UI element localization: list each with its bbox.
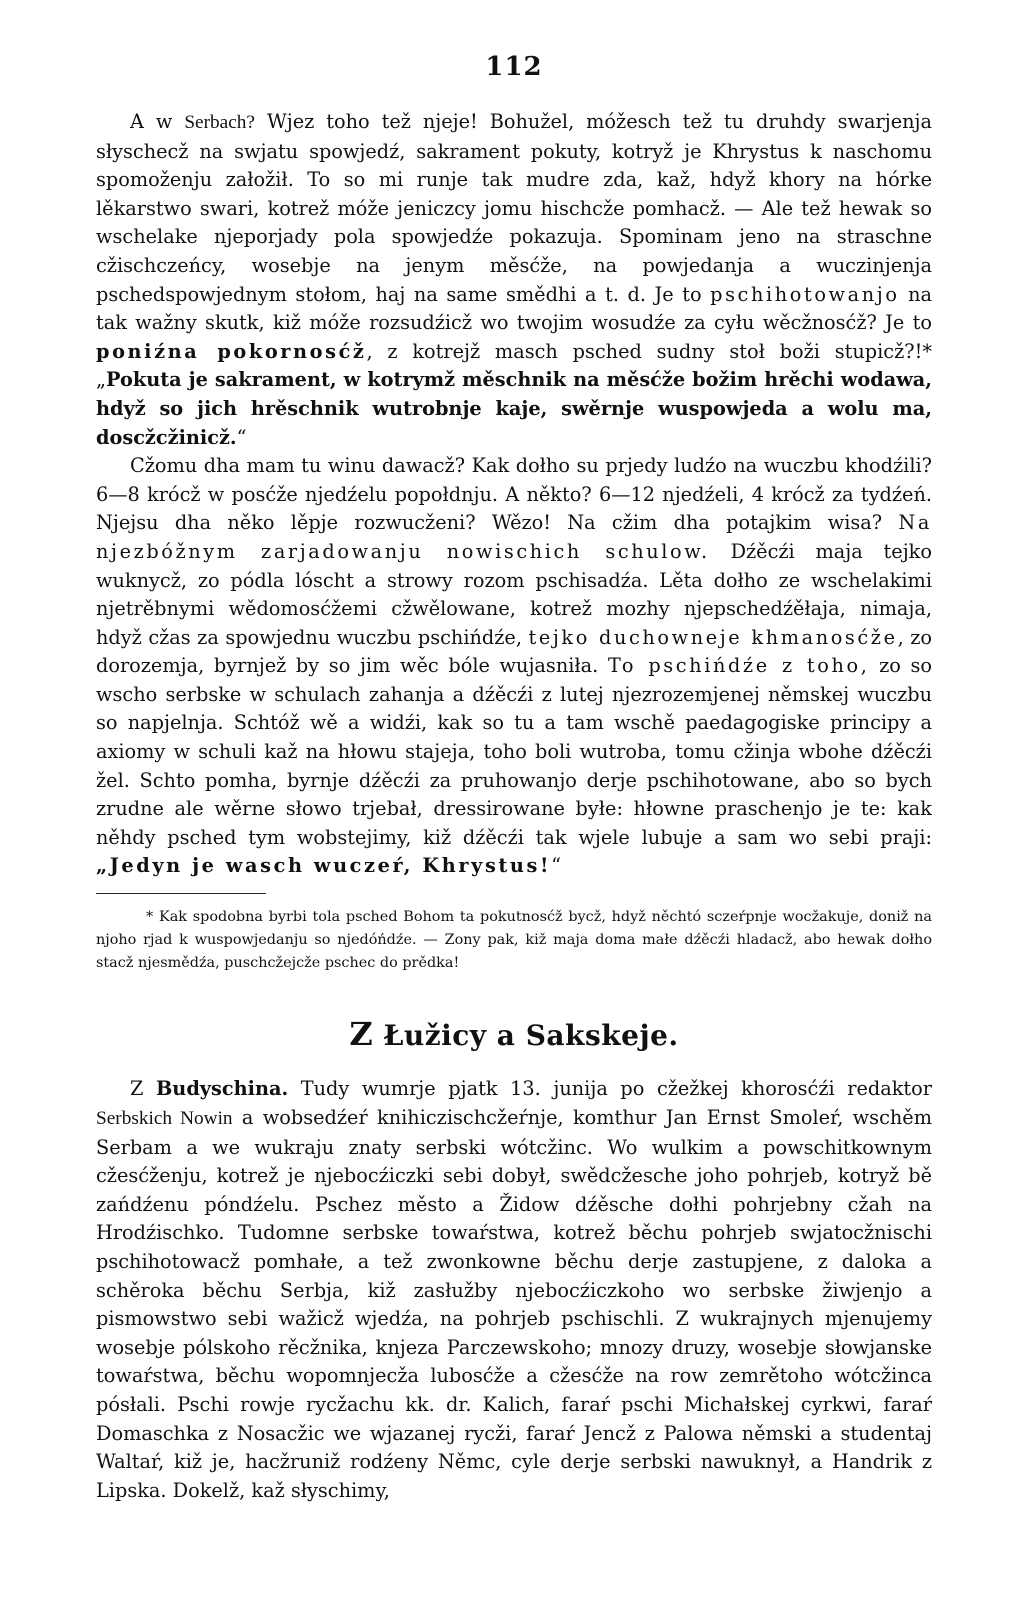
paragraph-serbach: A w Serbach? Wjez toho tež njeje! Bohužel, móžesch tež tu druhdy swarjenja słyschecž na swjatu spowjedź, sakrament pokuty, kotryž je Khrystus k naschomu spomoženju załožił. To so mi runje tak mudre zda, kaž, hdyž khory na hórke lěkarstwo swari, kotrež móže jeniczcy jomu hischcže pomhacž. — Ale tež hewak so wschelake njeporjady pola spowjedźe pokazuja. Spominam jeno na straschne cžischczeńcy, wosebje na jenym měsćže, na powjedanja a wuczinjenja pschedspowjednym stołom, haj na same smědhi a t. d. Je to pschihotowanjo na tak wažny skutk, kiž móže rozsudźicž wo twojim wosudźe za cyłu wěcžnosćž? Je to poniźna pokornosćž, z kotrejž masch psched sudny stoł boži stupicž?!* „Pokuta je sakrament, w kotrymž měschnik na měsćže božim hrěchi wodawa, hdyž so jich hrěschnik wutrobnje kaje, swěrnje wuspowjeda a wolu ma, doscžcžinicž.“ [96, 110, 932, 449]
emphasis-duchowneje: tejko duchowneje khmanosćže [528, 625, 898, 649]
emphasis-pokornosc: poniźna pokornosćž [96, 339, 367, 363]
emphasis-pschihotowanjo: pschihotowanjo [710, 282, 900, 306]
emphasis-zarjadowanje: Na njezbóžnym zarjadowanju nowischich schulow. [96, 511, 932, 563]
section-text [96, 1075, 932, 1505]
paragraph-budyschin: Z Budyschina. Tudy wumrje pjatk 13. junija po cžežkej khorosćźi redaktor Serbskich Nowin a wobsedźeŕ knihiczischcžeŕnje, komthur Jan Ernst Smoleŕ, wschěm Serbam a we wukraju znaty serbski wótcžinc. Wo wulkim a powschitkownym cžesćženju, kotrež je njebocźiczki sebi dobył, swědcžesche joho pohrjeb, kotryž bě zańdźenu póndźelu. Pschez město a Židow dźěsche dołhi pohrjebny cžah na Hrodźischko. Tudomne serbske towaŕstwa, kotrež běchu pohrjeb swjatocžnischi pschihotowacž pomhałe, a tež zwonkowne běchu derje zastupjene, z daloka a schěroka běchu Serbja, kiž zasłužby njebocźiczkoho wo serbske žiwjenjo a pismowstwo sebi wažicž wjedźa, na pohrjeb pschischli. Z wukrajnych mjenujemy wosebje pólskoho rěcžnika, knjeza Parczewskoho; mnozy druzy, wosebje słowjanske towaŕstwa, běchu wopomnjecža lubosćže a cžesćže na row zemrětoho wótcžinca pósłali. Pschi rowje rycžachu kk. dr. Kalich, faraŕ pschi Michałskej cyrkwi, faraŕ Domaschka z Nosacžic we wjazanej rycži, faraŕ Jencž z Palowa němski a studentaj Waltaŕ, kiž je, hacžruniž rodźeny Němc, cyle derje serbski nawuknył, a Handrik z Lipska. Dokelž, kaž słyschimy, [96, 1077, 932, 1502]
page-number: 112 [485, 52, 543, 82]
definition-pokuta: Pokuta je sakrament, w kotrymž měschnik na měsćže božim hrěchi wodawa, hdyž so jich hrěschnik wutrobnje kaje, swěrnje wuspowjeda a wolu ma, doscžcžinicž. [96, 368, 932, 449]
paragraph-czomu: Cžomu dha mam tu winu dawacž? Kak dołho su prjedy ludźo na wuczbu khodźili? 6—8 krócž w posćže njedźelu popołdnju. A někto? 6—12 njedźeli, 4 krócž za tydźeń. Njejsu dha něko lěpje rozwucženi? Wězo! Na cžim dha potajkim wisa? Na njezbóžnym zarjadowanju nowischich schulow. Dźěcźi maja tejko wuknycž, zo pódla lóscht a strowy rozom pschisadźa. Lěta dołho ze wschelakimi njetrěbnymi wědomosćžemi cžwělowane, kotrež mozhy njepschedźěłaja, nimaja, hdyž cžas za spowjednu wuczbu pschińdźe, tejko duchowneje khmanosćže, zo dorozemja, byrnjež by so jim wěc bóle wujasniła. To pschińdźe z toho, zo so wscho serbske w schulach zahanja a dźěcźi z lutej njezrozemjenej němskej wuczbu so napjelnja. Schtóž wě a widźi, kak so tu a tam wschě paedagogiske principy a axiomy w schuli kaž na hłowu stajeja, toho boli wutroba, tomu cžinja wbohe dźěcźi žel. Schto pomha, byrnje dźěcźi za pruhowanjo derje pschihotowane, abo so bych zrudne ale wěrne słowo trjebał, dressirowane byłe: hłowne praschenjo je te: kak něhdy psched tym wobstejimy, kiž dźěcźi tak wjele lubuje a sam wo sebi praji: „Jedyn je wasch wuczeŕ, Khrystus!“ [96, 454, 932, 878]
emphasis-to-pschindze: To pschińdźe z toho, [607, 654, 870, 678]
document-page [96, 40, 932, 1580]
main-text [96, 108, 932, 881]
word-serbach: Serbach? [184, 112, 255, 133]
footnote-divider [96, 893, 266, 894]
place-budyschin: Budyschina. [156, 1077, 289, 1101]
footnote: * Kak spodobna byrbi tola psched Bohom ta pokutnosćž bycž, hdyž něchtó sczeŕpnje wocžakuje, doniž na njoho rjad k wuspowjedanju so njedóńdźe. — Zony pak, kiž maja doma małe dźěcźi hladacž, abo hewak dołho stacž njesmědźa, puschcžejcže pschec do prědka! [96, 909, 932, 972]
section-heading: Z Łužicy a Sakskeje. [349, 1015, 679, 1054]
newspaper-name: Serbskich Nowin [96, 1108, 233, 1130]
quote-jedyn: „Jedyn je wasch wuczeŕ, Khrystus! [96, 854, 552, 878]
